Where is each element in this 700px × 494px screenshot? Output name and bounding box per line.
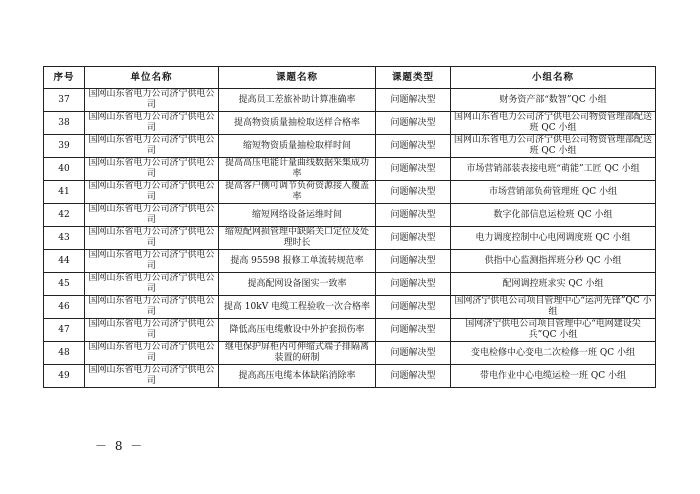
cell-topic-type: 问题解决型 (376, 273, 451, 296)
header-index: 序号 (44, 67, 85, 89)
cell-topic-type: 问题解决型 (376, 365, 451, 388)
cell-topic-type: 问题解决型 (376, 227, 451, 250)
cell-topic-name: 提高物资质量抽检取送样合格率 (219, 112, 376, 135)
cell-index: 44 (44, 250, 85, 273)
cell-topic-name: 提高 10kV 电缆工程验收一次合格率 (219, 296, 376, 319)
cell-topic-name: 提高员工差旅补助计算准确率 (219, 89, 376, 112)
cell-topic-type: 问题解决型 (376, 204, 451, 227)
cell-group-name: 财务资产部“数智”QC 小组 (451, 89, 656, 112)
cell-unit-name: 国网山东省电力公司济宁供电公司 (85, 204, 219, 227)
cell-unit-name: 国网山东省电力公司济宁供电公司 (85, 250, 219, 273)
table-row (44, 296, 656, 319)
header-group-name: 小组名称 (451, 67, 656, 89)
table-row (44, 89, 656, 112)
cell-index: 39 (44, 135, 85, 158)
cell-index: 43 (44, 227, 85, 250)
table-row (44, 112, 656, 135)
cell-index: 38 (44, 112, 85, 135)
cell-unit-name: 国网山东省电力公司济宁供电公司 (85, 158, 219, 181)
cell-group-name: 国网济宁供电公司项目管理中心“运河先锋”QC 小组 (451, 296, 656, 319)
cell-topic-type: 问题解决型 (376, 112, 451, 135)
header-unit-name: 单位名称 (85, 67, 219, 89)
table-row (44, 319, 656, 342)
table-row (44, 204, 656, 227)
cell-topic-name: 提高客户侧可调节负荷资源接入覆盖率 (219, 181, 376, 204)
cell-group-name: 带电作业中心电缆运检一班 QC 小组 (451, 365, 656, 388)
table-row (44, 342, 656, 365)
cell-index: 49 (44, 365, 85, 388)
table-row (44, 250, 656, 273)
cell-group-name: 变电检修中心变电二次检修一班 QC 小组 (451, 342, 656, 365)
cell-group-name: 配网调控班求实 QC 小组 (451, 273, 656, 296)
cell-unit-name: 国网山东省电力公司济宁供电公司 (85, 181, 219, 204)
table-row (44, 158, 656, 181)
cell-group-name: 数字化部信息运检班 QC 小组 (451, 204, 656, 227)
cell-topic-type: 问题解决型 (376, 319, 451, 342)
cell-topic-type: 问题解决型 (376, 158, 451, 181)
cell-index: 46 (44, 296, 85, 319)
cell-topic-type: 问题解决型 (376, 181, 451, 204)
cell-index: 37 (44, 89, 85, 112)
table-row (44, 135, 656, 158)
cell-unit-name: 国网山东省电力公司济宁供电公司 (85, 296, 219, 319)
cell-index: 45 (44, 273, 85, 296)
table-row (44, 181, 656, 204)
cell-topic-type: 问题解决型 (376, 342, 451, 365)
header-topic-name: 课题名称 (219, 67, 376, 89)
cell-group-name: 国网山东省电力公司济宁供电公司物资管理部配送班 QC 小组 (451, 112, 656, 135)
cell-topic-name: 提高高压电能计量曲线数据采集成功率 (219, 158, 376, 181)
page-number: － 8 － (95, 439, 145, 453)
document-table (43, 66, 656, 388)
cell-topic-name: 继电保护屏柜内可伸缩式端子排隔离装置的研制 (219, 342, 376, 365)
cell-topic-name: 缩短网络设备运维时间 (219, 204, 376, 227)
cell-unit-name: 国网山东省电力公司济宁供电公司 (85, 227, 219, 250)
table-header-row (44, 67, 656, 89)
cell-index: 48 (44, 342, 85, 365)
cell-index: 41 (44, 181, 85, 204)
cell-unit-name: 国网山东省电力公司济宁供电公司 (85, 135, 219, 158)
cell-index: 47 (44, 319, 85, 342)
cell-index: 42 (44, 204, 85, 227)
table-row (44, 273, 656, 296)
table-body (44, 89, 656, 388)
cell-group-name: 市场营销部负荷管理班 QC 小组 (451, 181, 656, 204)
cell-topic-type: 问题解决型 (376, 250, 451, 273)
cell-topic-name: 降低高压电缆敷设中外护套损伤率 (219, 319, 376, 342)
cell-group-name: 国网济宁供电公司项目管理中心“电网建设尖兵”QC 小组 (451, 319, 656, 342)
cell-topic-type: 问题解决型 (376, 135, 451, 158)
cell-topic-name: 提高 95598 报修工单流转规范率 (219, 250, 376, 273)
cell-group-name: 供指中心监测指挥班分秒 QC 小组 (451, 250, 656, 273)
cell-unit-name: 国网山东省电力公司济宁供电公司 (85, 365, 219, 388)
cell-topic-name: 缩短配网损管理中缺陷关口定位及处理时长 (219, 227, 376, 250)
cell-unit-name: 国网山东省电力公司济宁供电公司 (85, 112, 219, 135)
cell-unit-name: 国网山东省电力公司济宁供电公司 (85, 89, 219, 112)
header-topic-type: 课题类型 (376, 67, 451, 89)
cell-unit-name: 国网山东省电力公司济宁供电公司 (85, 319, 219, 342)
cell-unit-name: 国网山东省电力公司济宁供电公司 (85, 273, 219, 296)
cell-topic-name: 提高高压电缆本体缺陷消除率 (219, 365, 376, 388)
cell-topic-type: 问题解决型 (376, 296, 451, 319)
cell-index: 40 (44, 158, 85, 181)
cell-topic-type: 问题解决型 (376, 89, 451, 112)
cell-group-name: 国网山东省电力公司济宁供电公司物资管理部配送班 QC 小组 (451, 135, 656, 158)
cell-group-name: 电力调度控制中心电网调度班 QC 小组 (451, 227, 656, 250)
cell-topic-name: 提高配网设备图实一致率 (219, 273, 376, 296)
table-row (44, 227, 656, 250)
table-row (44, 365, 656, 388)
cell-group-name: 市场营销部装表接电班“萌能”工匠 QC 小组 (451, 158, 656, 181)
cell-topic-name: 缩短物资质量抽检取样时间 (219, 135, 376, 158)
cell-unit-name: 国网山东省电力公司济宁供电公司 (85, 342, 219, 365)
